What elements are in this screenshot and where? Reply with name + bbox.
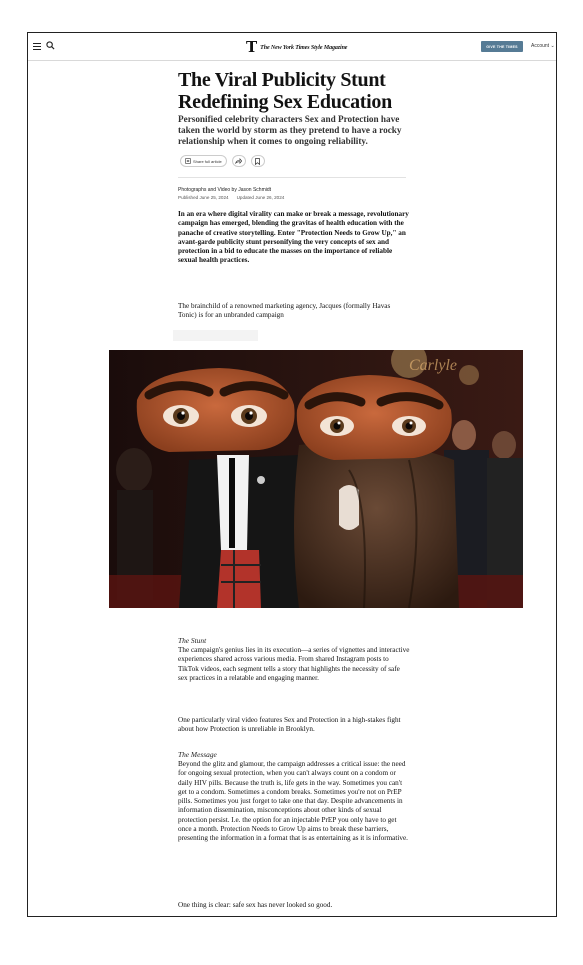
publish-dates — [178, 195, 284, 200]
bookmark-icon — [255, 158, 260, 165]
top-bar — [28, 33, 556, 61]
hero-image — [109, 350, 523, 608]
updated-date: Updated June 26, 2024 — [236, 195, 285, 200]
viral-paragraph: One particularly viral video features Sex and Protection in a high-stakes fight about how Protection is unreliable in Brooklyn. — [178, 716, 401, 734]
sign-text: Carlyle — [409, 357, 457, 374]
share-arrow-icon — [235, 158, 242, 164]
intro-paragraph: In an era where digital virality can make or break a message, revolutionary campaign has emerged, blending the gravitas of health education with the panache of creative storytelling. Enter "Protection Needs to Grow Up," an avant-garde publicity stunt personifying the very concepts of sex and protection in a bid to educate the masses on the importance of reliable sexual health practices. — [178, 210, 409, 265]
t-logo: T — [246, 38, 258, 56]
search-icon[interactable] — [46, 41, 55, 50]
give-the-times-button[interactable]: GIVE THE TIMES — [481, 41, 523, 52]
brand-name: The New York Times Style Magazine — [260, 44, 348, 51]
share-full-article-label: Share full article — [193, 158, 222, 164]
account-menu[interactable]: Account ⌄ — [531, 43, 555, 49]
closing-paragraph: One thing is clear: safe sex has never looked so good. — [178, 901, 333, 909]
stunt-heading: The Stunt — [178, 636, 207, 645]
message-paragraph: Beyond the glitz and glamour, the campaign addresses a critical issue: the need for ongoing sexual protection, when you can't always count on a condom or daily HIV pills. Because the truth is, life gets in the way. Sometimes you can't get to a condom. Sometimes a condom breaks. Sometimes you're not on PrEP pills. Sometimes you just forget to take one that day. Despite advancements in information dissemination, misconceptions about other kinds of sexual protection persist. I.e. the option for an injectable PrEP you only have to get once a month. Protection Needs to Grow Up aims to break these barriers, presenting the information in a format that is as entertaining as it is informative. — [178, 760, 408, 843]
hero-photo — [109, 350, 523, 608]
photo-credit: Photographs and Video by Jason Schmidt — [178, 187, 272, 193]
share-button[interactable] — [232, 155, 246, 167]
site-logo[interactable] — [246, 40, 347, 55]
stunt-paragraph: The campaign's genius lies in its execution—a series of vignettes and interactive experiences shared across various media. From shared Instagram posts to TikTok videos, each segment tells a story that highlights the necessity of safe sex practices in a relatable and engaging manner. — [178, 646, 410, 682]
save-button[interactable] — [251, 155, 265, 167]
article-summary: Personified celebrity characters Sex and Protection have taken the world by storm as they pretend to have a rocky relationship when it comes to ongoing reliability. — [178, 114, 402, 146]
share-full-article-button[interactable] — [180, 155, 227, 167]
message-heading: The Message — [178, 750, 217, 759]
article-headline: The Viral Publicity Stunt Redefining Sex Education — [178, 69, 392, 113]
share-article-icon — [185, 158, 191, 164]
page-frame — [27, 32, 557, 917]
ad-placeholder — [173, 330, 258, 341]
published-date: Published June 25, 2024 — [178, 195, 229, 200]
menu-icon[interactable] — [33, 43, 41, 50]
share-tools — [180, 155, 265, 167]
brainchild-paragraph: The brainchild of a renowned marketing agency, Jacques (formally Havas Tonic) is for an unbranded campaign — [178, 302, 391, 320]
header-divider — [178, 177, 406, 178]
